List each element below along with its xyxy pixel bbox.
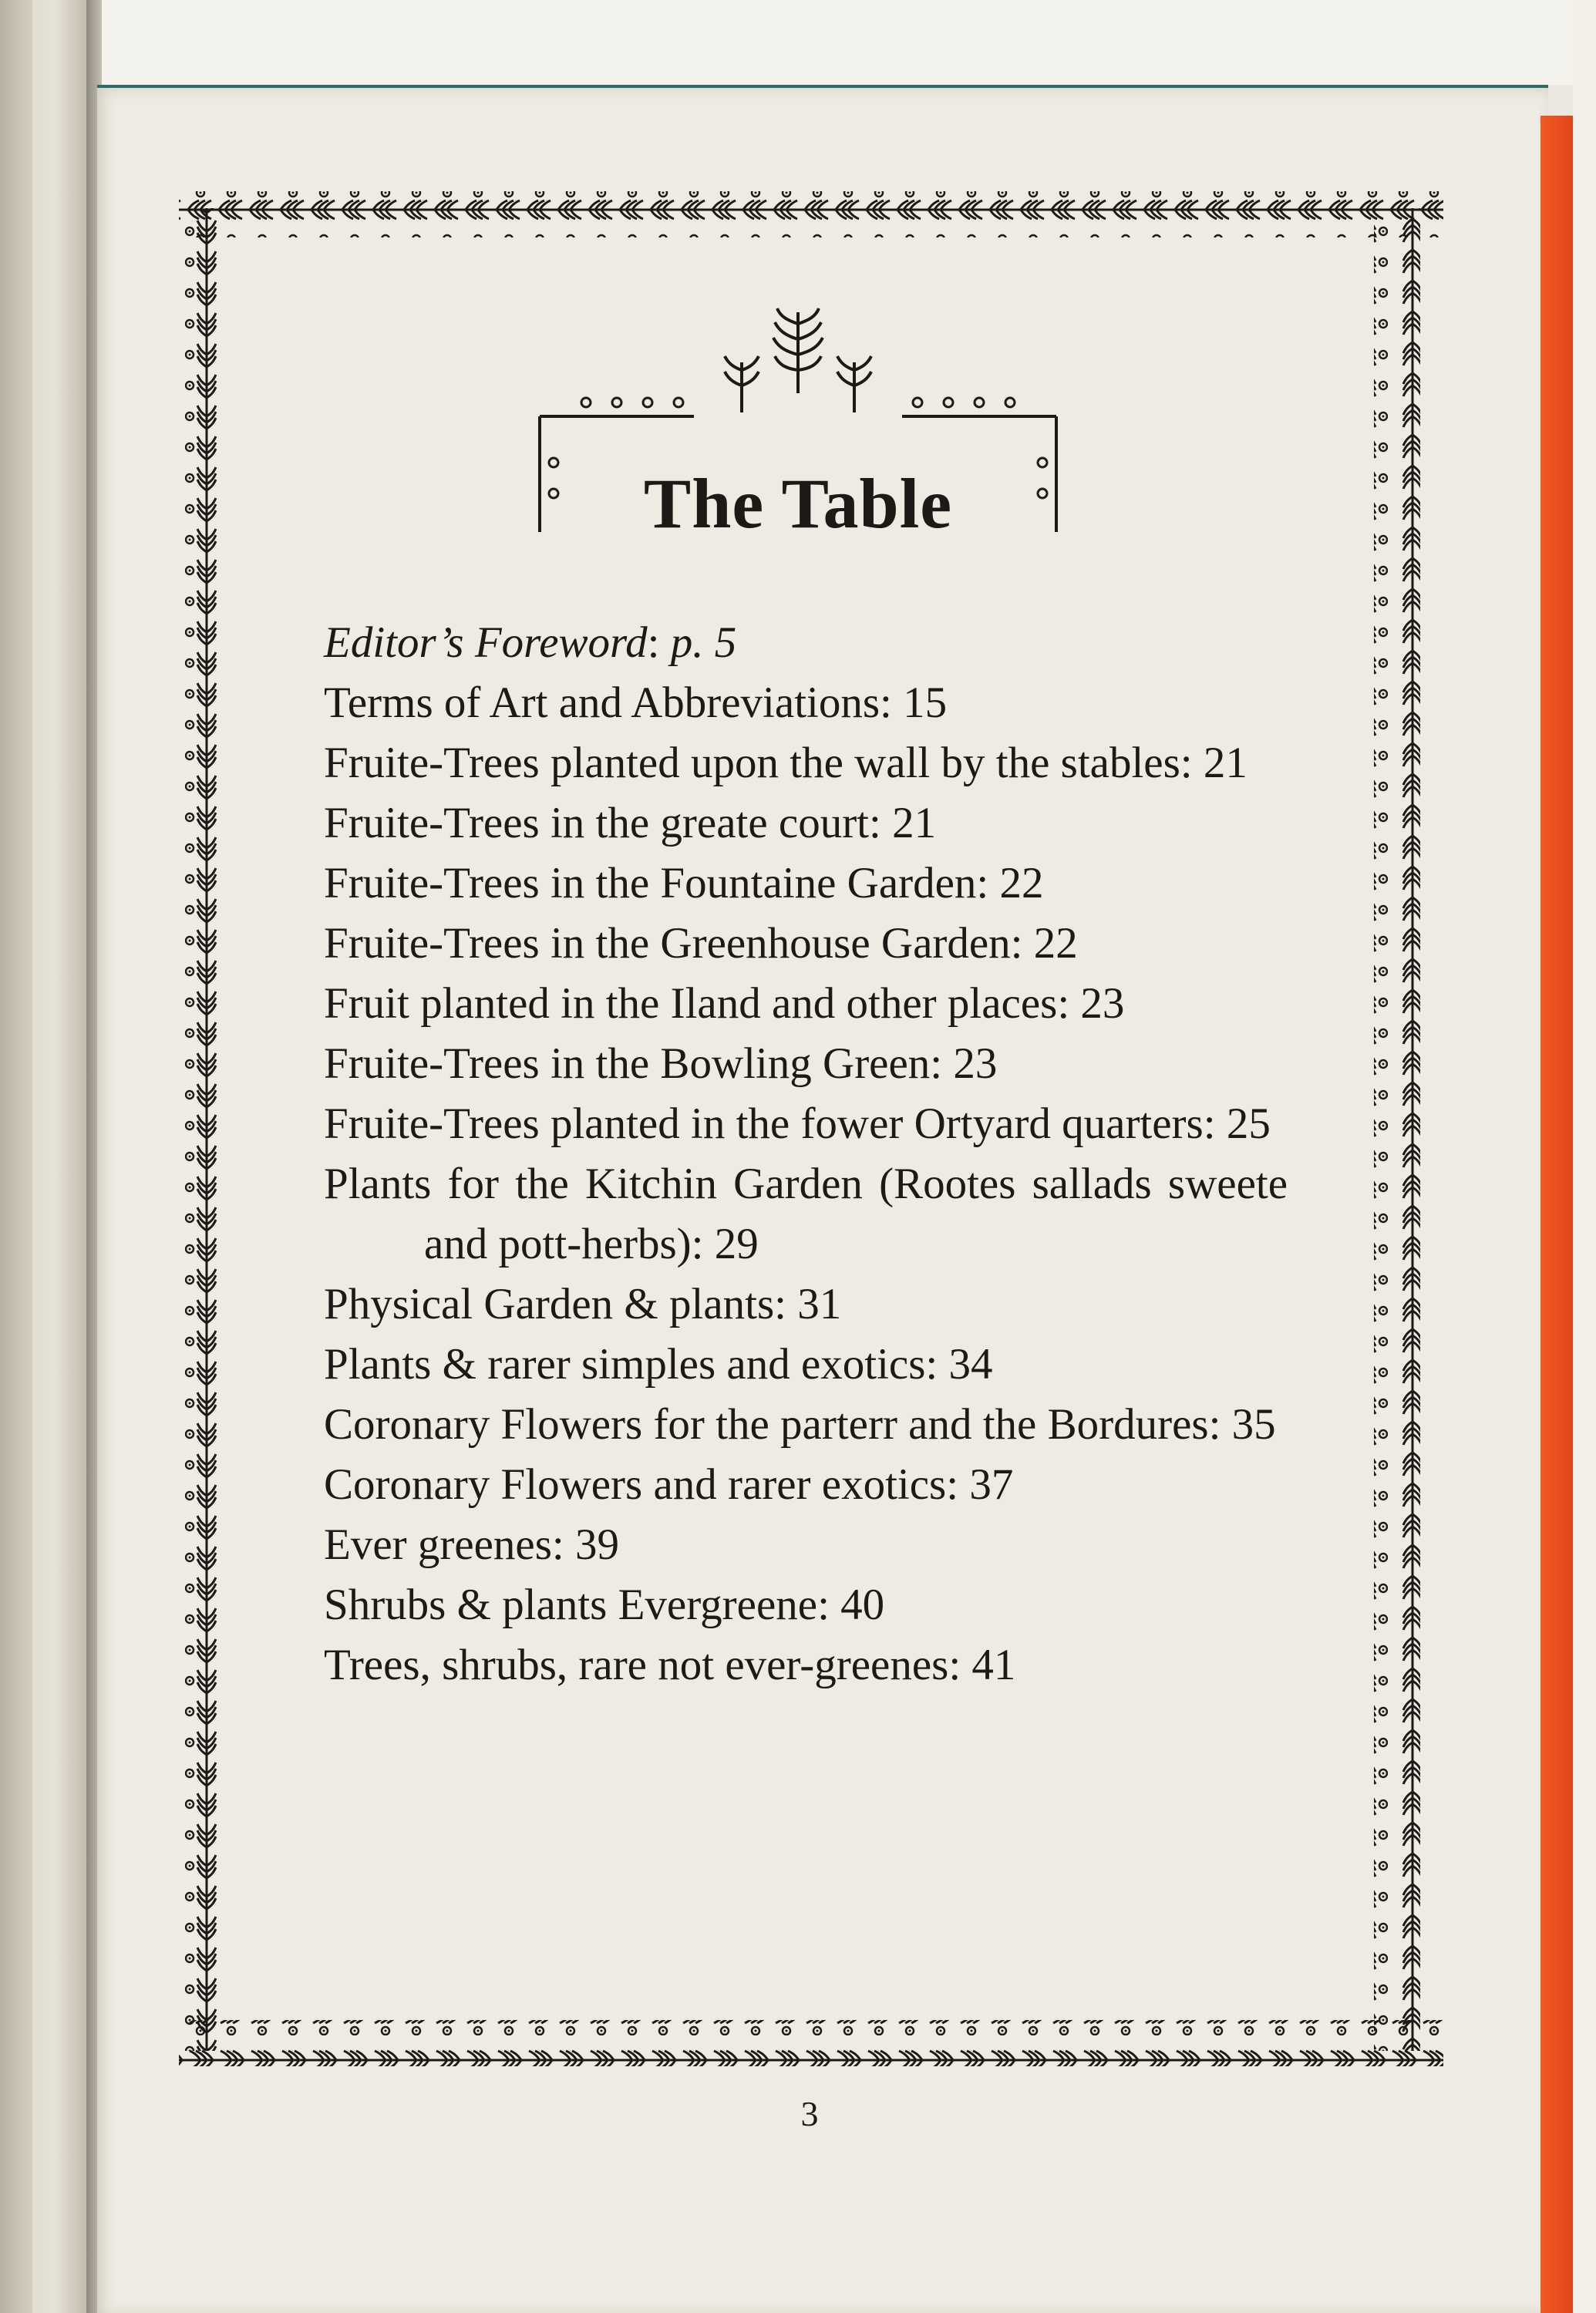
toc-separator: : (817, 1581, 841, 1629)
toc-entry (324, 613, 1288, 673)
page-title: The Table (643, 464, 953, 543)
page-number: 3 (800, 2094, 819, 2133)
toc-entry (324, 974, 1288, 1034)
toc-entry-title: Fruit planted in the Iland and other places (324, 979, 1058, 1028)
toc-entry (324, 673, 1288, 733)
toc-entry-title: Fruite-Trees in the greate court (324, 799, 870, 847)
toc-entry-page: 40 (840, 1581, 885, 1629)
toc-entry-title: Shrubs & plants Evergreene (324, 1581, 818, 1629)
toc-entry-page: 39 (575, 1520, 620, 1569)
toc-entry-title: Trees, shrubs, rare not ever-greenes (324, 1641, 949, 1689)
toc-entry-title: Coronary Flowers for the parterr and the Bordures (324, 1400, 1209, 1449)
toc-entry-page: 35 (1231, 1400, 1276, 1449)
toc-separator: : (1057, 979, 1081, 1028)
toc-separator: : (1203, 1099, 1227, 1148)
table-of-contents (324, 613, 1288, 1695)
toc-entry-page: 29 (714, 1220, 759, 1268)
toc-entry (324, 853, 1288, 914)
toc-entry-title: Coronary Flowers and rarer exotics (324, 1460, 947, 1509)
toc-entry-page: 22 (999, 859, 1044, 907)
border-bottom (179, 2020, 1443, 2066)
toc-entry (324, 1274, 1288, 1335)
toc-entry-title: Physical Garden & plants (324, 1280, 775, 1328)
toc-entry-page: 23 (1080, 979, 1125, 1028)
toc-separator: : (976, 859, 1000, 907)
toc-entry-page: 25 (1226, 1099, 1271, 1148)
toc-separator: : (551, 1520, 576, 1569)
toc-entry (324, 793, 1288, 853)
toc-separator: : (1180, 739, 1204, 787)
toc-entry (324, 1335, 1288, 1395)
toc-separator: : (691, 1220, 715, 1268)
toc-entry-title: Fruite-Trees planted in the fower Ortyard quarters (324, 1099, 1204, 1148)
toc-entry-page: 15 (903, 678, 948, 727)
toc-entry-page: 21 (1203, 739, 1248, 787)
toc-entry-title: Terms of Art and Abbreviations (324, 678, 880, 727)
toc-entry-page: 34 (948, 1340, 993, 1389)
toc-separator: : (1010, 919, 1034, 968)
toc-separator: : (925, 1340, 949, 1389)
toc-entry-title: Plants for the Kitchin Garden (Rootes sallads sweete and pott-herbs) (324, 1160, 1288, 1268)
toc-entry-page: 37 (969, 1460, 1014, 1509)
toc-entry-page: p. 5 (670, 618, 737, 667)
toc-entry-page: 41 (971, 1641, 1016, 1689)
toc-separator: : (869, 799, 893, 847)
toc-entry-title: Fruite-Trees in the Fountaine Garden (324, 859, 977, 907)
toc-separator: : (880, 678, 904, 727)
toc-entry-title: Fruite-Trees in the Greenhouse Garden (324, 919, 1011, 968)
toc-entry-page: 22 (1033, 919, 1078, 968)
toc-entry (324, 1395, 1288, 1455)
toc-entry (324, 914, 1288, 974)
toc-entry-title: Plants & rarer simples and exotics (324, 1340, 926, 1389)
toc-entry-page: 23 (953, 1039, 998, 1088)
toc-entry (324, 1154, 1288, 1274)
toc-entry (324, 1455, 1288, 1515)
toc-separator: : (948, 1641, 972, 1689)
toc-separator: : (647, 618, 671, 667)
toc-separator: : (1208, 1400, 1232, 1449)
toc-entry (324, 1635, 1288, 1695)
toc-entry (324, 1034, 1288, 1094)
toc-entry-title: Fruite-Trees in the Bowling Green (324, 1039, 931, 1088)
toc-entry (324, 733, 1288, 793)
toc-entry-title: Editor’s Foreword (324, 618, 648, 667)
toc-entry (324, 1094, 1288, 1154)
toc-entry-page: 31 (797, 1280, 842, 1328)
toc-entry-page: 21 (892, 799, 937, 847)
toc-separator: : (930, 1039, 954, 1088)
toc-separator: : (946, 1460, 970, 1509)
border-top (179, 191, 1443, 237)
toc-entry-title: Fruite-Trees planted upon the wall by the stables (324, 739, 1180, 787)
toc-separator: : (774, 1280, 798, 1328)
toc-entry (324, 1575, 1288, 1635)
toc-entry (324, 1515, 1288, 1575)
toc-entry-title: Ever greenes (324, 1520, 552, 1569)
